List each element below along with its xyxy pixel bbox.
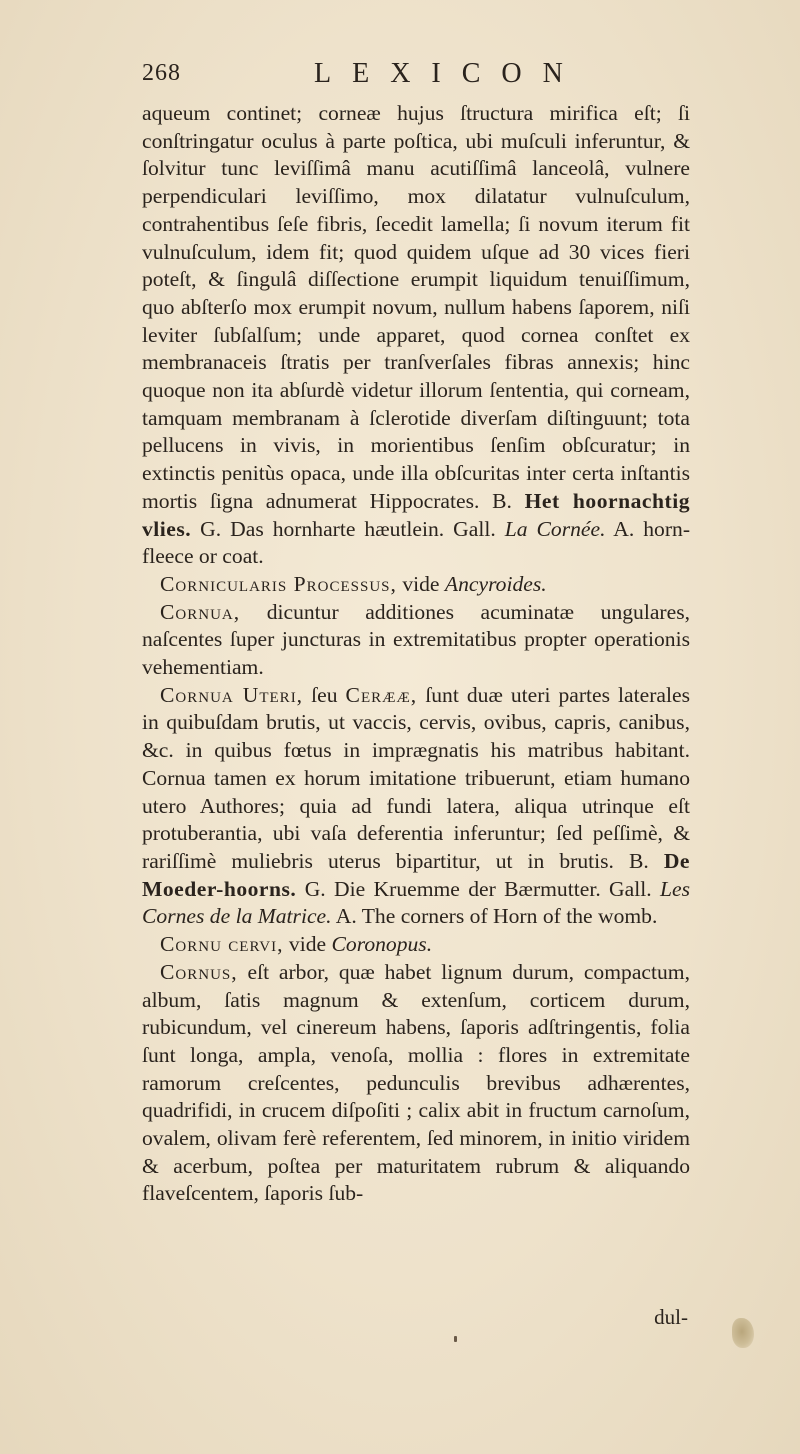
headword: Cerææ, [345,682,418,707]
dutch-term: Het hoornachtig vlies. [142,488,690,541]
entry-cornicularis [142,571,690,599]
entry-text: G. Die Kruemme der Bærmutter. Gall. [304,876,652,901]
running-title: LEXICON [314,58,584,89]
entry-cornu-cervi [142,931,690,959]
entry-text: aqueum continet; corneæ hujus ſtructura mirifica eſt; ſi conſtringatur oculus à parte poſtica, ubi muſculi inferuntur, & ſolvitur tunc leviſſimâ manu acutiſſimâ lanceolâ, vulnere perpendiculari leviſſimo, mox dilatatur vulnuſculum, contrahentibus ſeſe fibris, ſecedit lamella; ſi novum iterum fit vulnuſculum, idem fit; quod quidem uſque ad 30 vices fieri poteſt, & ſingulâ diſſectione erumpit liquidum tenuiſſimum, quo abſterſo mox erumpit novum, nullum habens ſaporem, niſi leviter ſubſalſum; unde apparet, quod cornea conſtet ex membranaceis ſtratis per tranſverſales fibras annexis; hinc quoque non ita abſurdè videtur illorum ſententia, qui corneam, tamquam membranam à ſclerotide diverſam diſtinguunt; tota pellucens in vivis, in morientibus ſenſim obſcuratur; in extinctis penitùs opaca, unde illa obſcuritas inter certa inſtantis mortis ſigna adnumerat Hippocrates. B. [142,101,690,513]
entry-text: A. horn-fleece or coat. [142,516,691,569]
dutch-term: De Moeder-hoorns. [142,848,690,901]
entry-text: ſunt duæ uteri partes laterales in quibuſdam brutis, ut vaccis, cervis, ovibus, capris, canibus, &c. in quibus fœtus in imprægnatis his matribus habitant. Cornua tamen ex horum imitatione tribuerunt, etiam humano utero Authores; quia ad fundi latera, aliqua utrinque eſt protuberantia, ubi vaſa deferentia inferuntur; ſed peſſimè, & rariſſimè muliebris uterus bipartitur, ut in brutis. B. [142,682,690,873]
entry-text: dicuntur additiones acuminatæ ungulares, naſcentes ſuper juncturas in extremitatibus propter operationis vehementiam. [142,599,690,680]
entry-text: vide [402,571,440,596]
cross-reference: Coronopus. [331,932,433,957]
paper-stain [732,1318,754,1348]
cross-reference: Ancyroides. [444,571,547,596]
headword: Cornua, [160,599,241,624]
page-number: 268 [142,60,181,86]
catchword: dul- [654,1305,688,1329]
headword: Cornus, [160,959,238,984]
headword: Cornua Uteri, [160,682,304,707]
entry-text: G. Das hornharte hæutlein. Gall. [200,516,496,541]
french-term: La Cornée. [504,516,606,541]
headword: Cornicularis Processus, [160,571,397,596]
entry-cornua [142,599,690,682]
entry-text: A. The corners of Horn of the womb. [335,904,658,929]
entry-cornus [142,959,690,1208]
dictionary-text [142,100,690,1208]
ink-dot [454,1336,457,1342]
entry-cornua-uteri [142,682,690,931]
headword: Cornu cervi, [160,932,284,957]
entry-text: vide [288,932,327,957]
running-header [142,58,682,94]
french-term: Les Cornes de la Matrice. [142,876,690,929]
entry-text: ſeu [311,682,338,707]
entry-cornea-continuation [142,100,690,571]
entry-text: eſt arbor, quæ habet lignum durum, compactum, album, ſatis magnum & extenſum, corticem durum, rubicundum, vel cinereum habens, ſaporis adſtringentis, folia ſunt longa, ampla, venoſa, mollia : flores in extremitate ramorum creſcentes, pedunculis brevibus adhærentes, quadrifidi, in crucem diſpoſiti ; calix abit in fructum carnoſum, ovalem, olivam ferè referentem, ſed minorem, in initio viridem & acerbum, poſtea per maturitatem rubrum & aliquando flaveſcentem, ſaporis ſub- [142,959,690,1206]
